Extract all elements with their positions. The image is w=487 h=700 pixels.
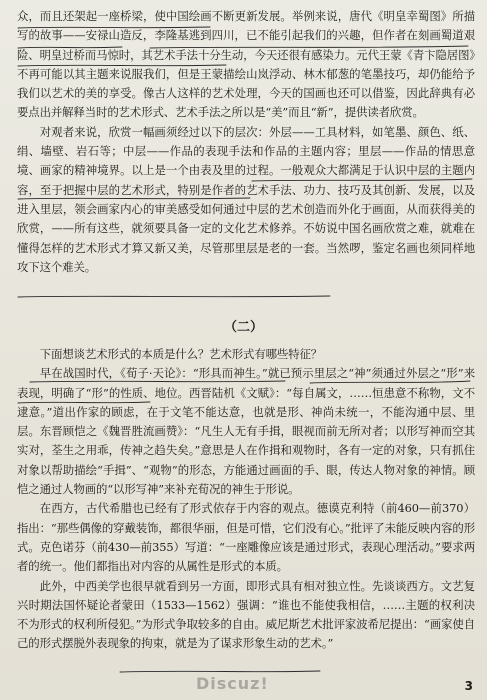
page-number: 3 — [464, 679, 473, 693]
paragraph-4: 早在战国时代，《荀子·天论》：“形具而神生。”就已预示里层之“神”须通过外层之“形”来表现，明确了“形”的性质、地位。西晋陆机《文赋》：“每自属文，……恒患意不称物，文不逮意。”道出作家的顾虑，在于文笔不能达意，也就是形、神尚未统一，不能沟通中层、里层。东晋顾恺之《魏晋胜流画赞》：“凡生人无有手揖，眼视而前无所对者；以形写神而空其实对，荃生之用乖，传神之趋失矣。”意思是人在作揖和观物时，各有一定的对象，只有抓住对象以帮助描绘“手揖”、“观物”的形态，方能通过画面的手、眼，传达人物对象的神情。顾恺之通过人物画的“以形写神”来补充荀况的神生于形说。 — [17, 366, 475, 497]
section-heading: （二） — [223, 320, 263, 335]
watermark-logo: Discuz! — [196, 674, 269, 693]
paragraph-1: 众，而且还架起一座桥梁，使中国绘画不断更新发展。举例来说，唐代《明皇幸蜀图》所描写的故事——安禄山造反，李隆基逃到四川，已不能引起我们的兴趣，但作者在刻画蜀道艰险、明皇过桥而马惊时，其艺术手法十分生动，今天还很有感染力。元代王蒙《青卞隐居图》不再可能以其主题来说服我们，但是王蒙描绘山岚浮动、林木郁葱的笔墨技巧，却仍能给予我们以艺术的美的享受。像古人这样的艺术处理，今天的国画也还可以借鉴，因此辞典有必要点出并解释当时的艺术形式、艺术手法之所以是“美”而且“新”，提供读者欣赏。 — [17, 9, 475, 120]
text-block-bottom — [17, 345, 475, 654]
text-block-top — [17, 7, 475, 277]
paragraph-5: 在西方，古代希腊也已经有了形式依存于内容的观点。德谟克利特（前460—前370）指出：“那些偶像的穿戴装饰，都很华丽，但是可惜，它们没有心。”批评了未能反映内容的形式。克色诺芬（前430—前355）写道：“一座雕像应该是通过形式，表现心理活动。”要求两者的统一。他们都指出对内容的从属性是形式的本质。 — [17, 501, 475, 574]
paragraph-3: 下面想谈艺术形式的本质是什么？艺术形式有哪些特征？ — [39, 347, 323, 361]
paragraph-2: 对观者来说，欣赏一幅画须经过以下的层次：外层——工具材料，如笔墨、颜色、纸、绢、墙壁、岩石等；中层——作品的表现手法和作品的主题内容；里层——作品的情思意境、画家的精神境界。以上是一个由表及里的过程。一般观众大都满足于认识中层的主题内容，至于把握中层的艺术形式，特别是作者的艺术手法、功力、技巧及其创新、发展，以及进入里层，领会画家内心的审美感受如何通过中层的艺术创造而外化于画面，从而获得美的欣赏，——所有这些，就须要具备一定的文化艺术修养。不妨说中国名画欣赏之难，就难在懂得怎样的艺术形式才算又新又美，尽管那里层是老的一套。当然啰，鉴定名画也须同样地攻下这个难关。 — [17, 124, 475, 274]
paragraph-6: 此外，中西美学也很早就看到另一方面，即形式具有相对独立性。先谈谈西方。文艺复兴时期法国怀疑论者蒙田（1533—1562）强调：“谁也不能使我相信，……主题的权利决不为形式的权利所侵犯。”为形式争取较多的自由。威尼斯艺术批评家波希尼提出：“画家使自己的形式摆脱外表现象的拘束，就是为了谋求形象生动的艺术。” — [17, 578, 475, 651]
pen-underline — [120, 671, 320, 672]
pen-underline — [18, 296, 330, 297]
